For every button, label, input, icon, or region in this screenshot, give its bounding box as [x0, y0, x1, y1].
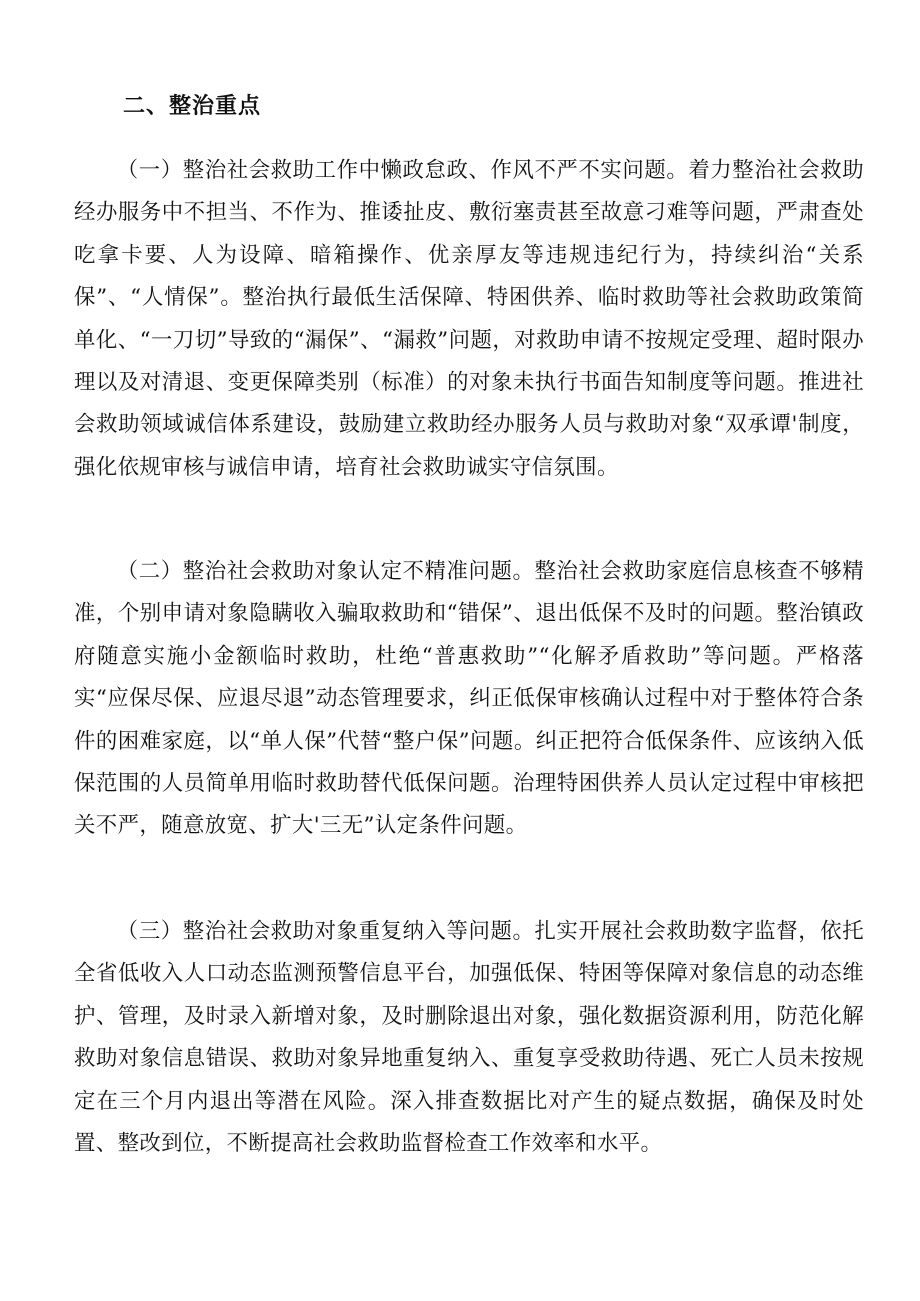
paragraph-2: （二）整治社会救助对象认定不精准问题。整治社会救助家庭信息核查不够精准，个别申请对象隐瞒收入骗取救助和“错保”、退出低保不及时的问题。整治镇政府随意实施小金额临时救助，杜绝“普惠救助”“化解矛盾救助”等问题。严格落实“应保尽保、应退尽退”动态管理要求，纠正低保审核确认过程中对于整体符合条件的困难家庭，以“单人保”代替“整户保”问题。纠正把符合低保条件、应该纳入低保范围的人员简单用临时救助替代低保问题。治理特困供养人员认定过程中审核把关不严，随意放宽、扩大'三无”认定条件问题。: [74, 559, 864, 839]
paragraph-1: （一）整治社会救助工作中懒政怠政、作风不严不实问题。着力整治社会救助经办服务中不担当、不作为、推诿扯皮、敷衍塞责甚至故意刁难等问题，严肃查处吃拿卡要、人为设障、暗箱操作、优亲厚友等违规违纪行为，持续纠治“关系保”、“人情保”。整治执行最低生活保障、特困供养、临时救助等社会救助政策简单化、“一刀切”导致的“漏保”、“漏救”问题，对救助申请不按规定受理、超时限办理以及对清退、变更保障类别（标准）的对象未执行书面告知制度等问题。推进社会救助领域诚信体系建设，鼓励建立救助经办服务人员与救助对象“双承谭'制度，强化依规审核与诚信申请，培育社会救助诚实守信氛围。: [74, 158, 864, 480]
paragraph-3: （三）整治社会救助对象重复纳入等问题。扎实开展社会救助数字监督，依托全省低收入人口动态监测预警信息平台，加强低保、特困等保障对象信息的动态维护、管理，及时录入新增对象，及时删除退出对象，强化数据资源利用，防范化解救助对象信息错误、救助对象异地重复纳入、重复享受救助待遇、死亡人员未按规定在三个月内退出等潜在风险。深入排查数据比对产生的疑点数据，确保及时处置、整改到位，不断提高社会救助监督检查工作效率和水平。: [74, 919, 864, 1157]
section-heading: 二、整治重点: [123, 94, 262, 119]
